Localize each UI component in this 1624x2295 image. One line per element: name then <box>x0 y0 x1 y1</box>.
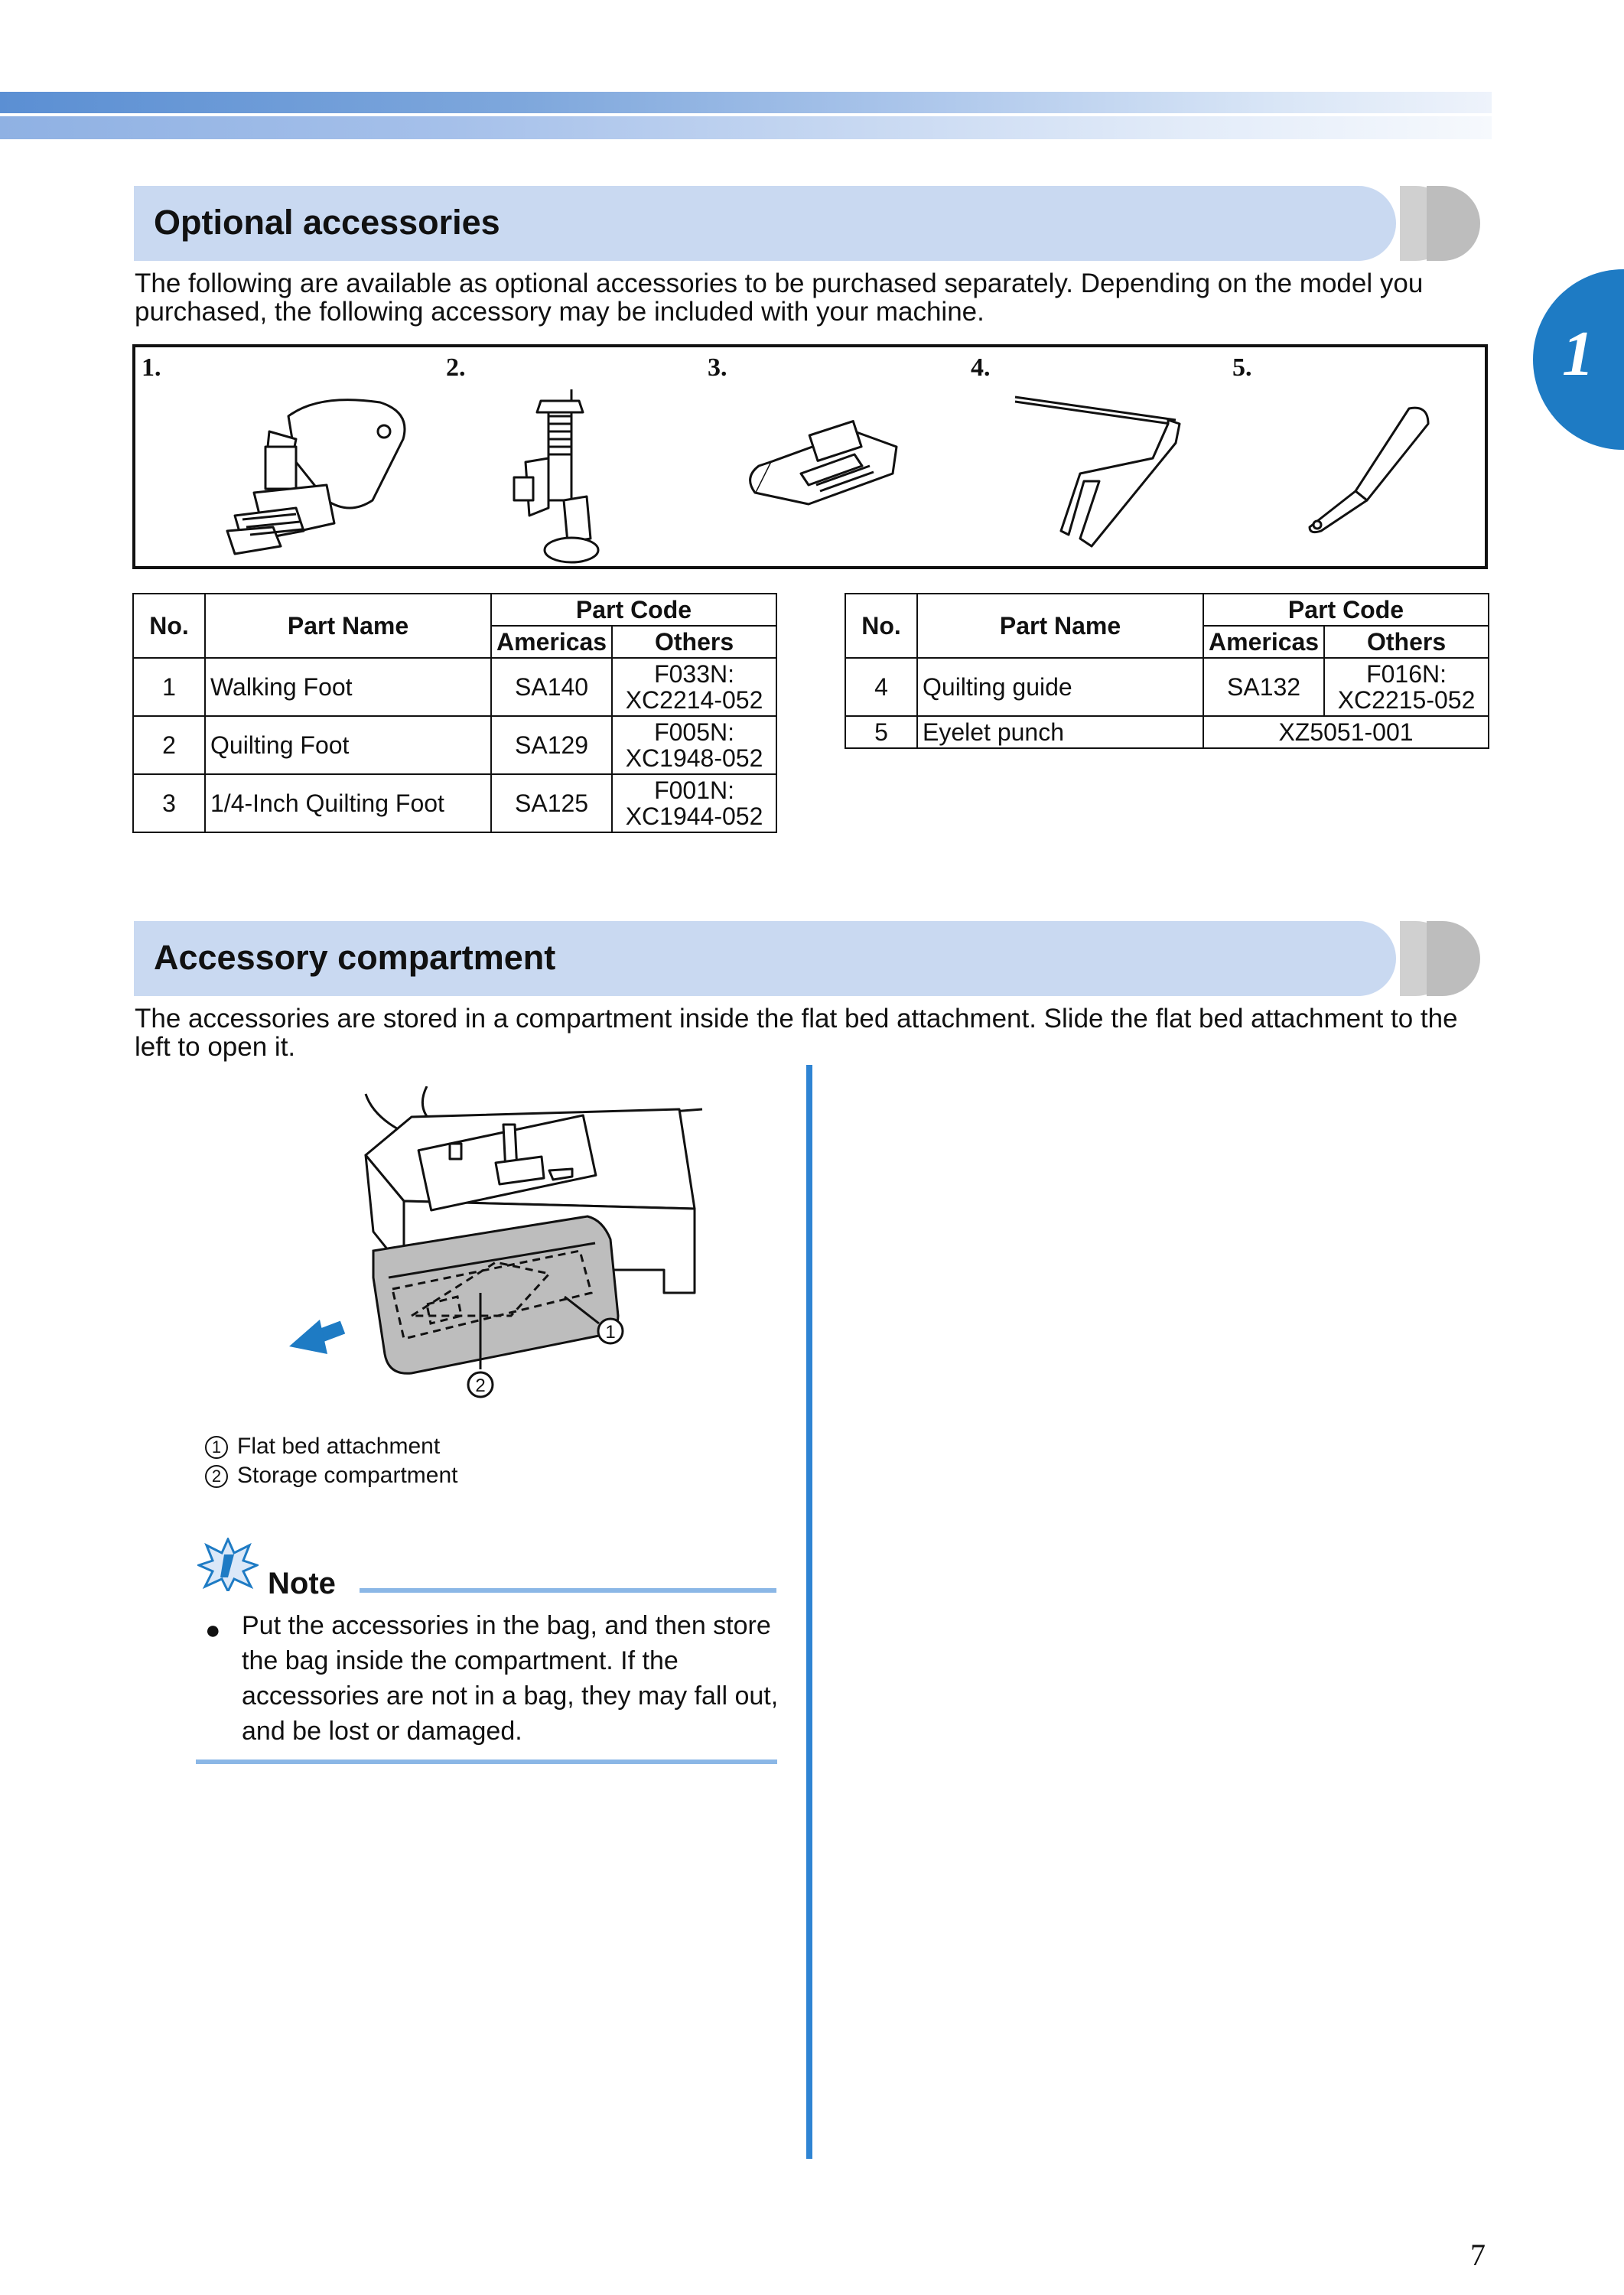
row-others-line1: F005N: <box>654 718 735 746</box>
row-others-line2: XC2215-052 <box>1337 686 1476 714</box>
legend-number: 2 <box>205 1465 228 1488</box>
figure-label-3: 3. <box>708 353 727 382</box>
row-no: 5 <box>845 716 917 748</box>
row-name: Quilting guide <box>917 658 1203 716</box>
legend-item-1 <box>205 1432 440 1461</box>
quilting-foot-icon <box>495 386 648 569</box>
optional-accessories-intro: The following are available as optional accessories to be purchased separately. Depending on the model you purchased, the following accessory may be included with your machine. <box>135 269 1424 327</box>
column-divider <box>806 1065 812 2159</box>
note-title: Note <box>268 1567 336 1600</box>
col-part-name: Part Name <box>917 594 1203 658</box>
walking-foot-icon <box>181 386 441 562</box>
row-code: XZ5051-001 <box>1203 716 1489 748</box>
section-title: Accessory compartment <box>154 938 556 977</box>
row-no: 3 <box>133 774 205 832</box>
table-row <box>133 774 776 832</box>
quarter-inch-foot-icon <box>740 401 916 516</box>
accessory-figure-box <box>132 344 1488 569</box>
row-others <box>1324 658 1489 716</box>
figure-label-1: 1. <box>142 353 161 382</box>
row-no: 4 <box>845 658 917 716</box>
col-others: Others <box>612 626 776 658</box>
row-others-line2: XC1948-052 <box>625 744 763 772</box>
optional-accessories-header <box>134 186 1488 261</box>
table-row <box>845 658 1489 716</box>
row-others-line2: XC2214-052 <box>625 686 763 714</box>
row-others <box>612 774 776 832</box>
row-americas: SA132 <box>1203 658 1324 716</box>
figure-label-2: 2. <box>446 353 466 382</box>
col-others: Others <box>1324 626 1489 658</box>
section-title: Optional accessories <box>154 203 500 242</box>
note-bullet: ● <box>205 1616 221 1645</box>
parts-table-right <box>845 593 1489 749</box>
note-rule-bottom <box>196 1760 777 1764</box>
row-name: Walking Foot <box>205 658 491 716</box>
table-row <box>133 716 776 774</box>
row-name: 1/4-Inch Quilting Foot <box>205 774 491 832</box>
top-header-band-2 <box>0 116 1492 139</box>
col-no: No. <box>845 594 917 658</box>
legend-text: Flat bed attachment <box>237 1434 441 1459</box>
table-row <box>133 658 776 716</box>
row-name: Eyelet punch <box>917 716 1203 748</box>
callout-1: 1 <box>605 1322 616 1343</box>
row-name: Quilting Foot <box>205 716 491 774</box>
row-americas: SA129 <box>491 716 612 774</box>
row-americas: SA125 <box>491 774 612 832</box>
top-header-bar <box>0 92 1492 139</box>
note-icon <box>197 1538 259 1591</box>
note-rule-top <box>360 1588 776 1593</box>
row-others-line2: XC1944-052 <box>625 802 763 830</box>
section-cap-shadow <box>1427 921 1480 996</box>
top-header-band-1 <box>0 92 1492 113</box>
section-cap-shadow <box>1427 186 1480 261</box>
legend-text: Storage compartment <box>237 1463 458 1488</box>
table-row <box>845 716 1489 748</box>
parts-table-left <box>132 593 777 833</box>
quilting-guide-icon <box>1007 389 1206 558</box>
col-americas: Americas <box>1203 626 1324 658</box>
flat-bed-illustration <box>251 1086 710 1423</box>
row-no: 2 <box>133 716 205 774</box>
accessory-compartment-header <box>134 921 1488 996</box>
col-part-name: Part Name <box>205 594 491 658</box>
chapter-tab <box>1533 269 1624 450</box>
figure-label-5: 5. <box>1232 353 1252 382</box>
row-others-line1: F016N: <box>1366 660 1447 688</box>
col-part-code: Part Code <box>491 594 776 626</box>
row-others-line1: F033N: <box>654 660 735 688</box>
legend-number: 1 <box>205 1436 228 1459</box>
col-part-code: Part Code <box>1203 594 1489 626</box>
legend-item-2 <box>205 1461 457 1490</box>
eyelet-punch-icon <box>1275 393 1459 546</box>
row-americas: SA140 <box>491 658 612 716</box>
row-others <box>612 716 776 774</box>
row-others <box>612 658 776 716</box>
col-americas: Americas <box>491 626 612 658</box>
row-others-line1: F001N: <box>654 776 735 804</box>
col-no: No. <box>133 594 205 658</box>
figure-label-4: 4. <box>971 353 991 382</box>
accessory-compartment-intro: The accessories are stored in a compartment inside the flat bed attachment. Slide the flat bed attachment to the left to open it. <box>135 1004 1458 1062</box>
callout-2: 2 <box>475 1375 486 1396</box>
note-text: Put the accessories in the bag, and then store the bag inside the compartment. If the accessories are not in a bag, they may fall out, and be lost or damaged. <box>242 1611 779 1746</box>
row-no: 1 <box>133 658 205 716</box>
chapter-number: 1 <box>1562 318 1594 389</box>
page-number: 7 <box>1470 2238 1486 2272</box>
